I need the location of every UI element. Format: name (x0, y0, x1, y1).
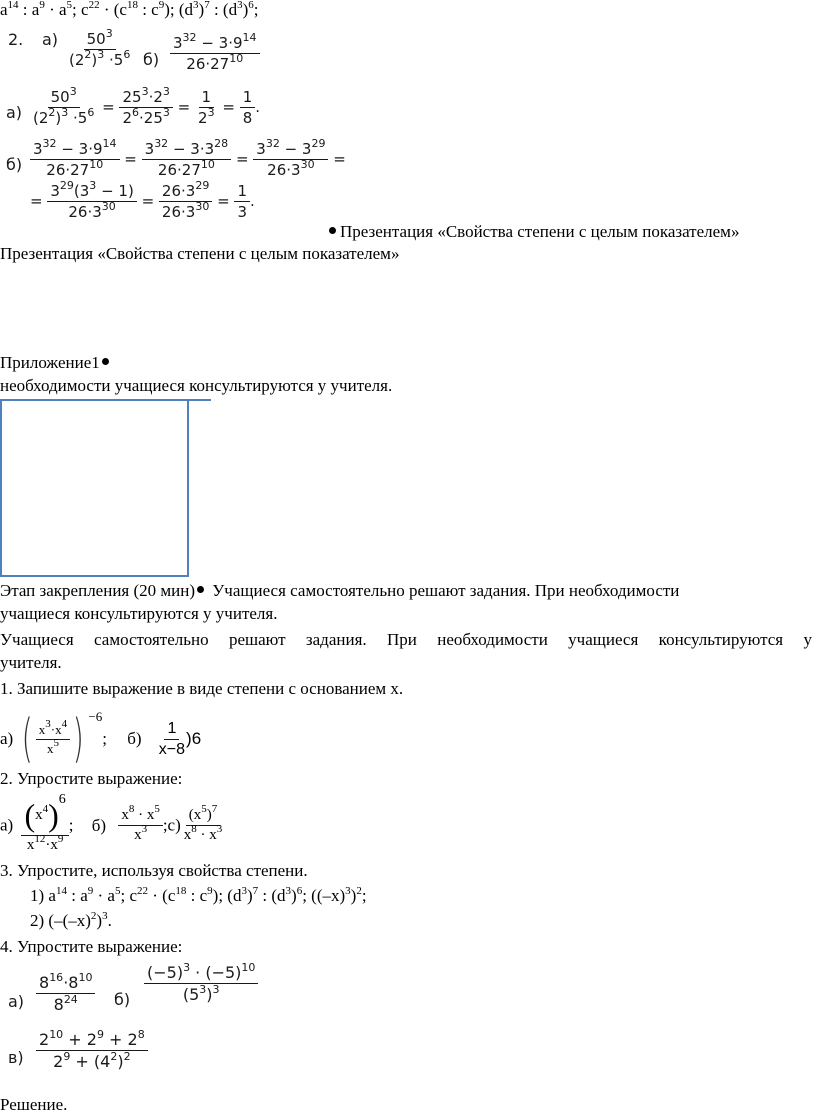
consult-line: необходимости учащиеся консультируются у учителя. (0, 376, 393, 395)
bullet-icon (102, 358, 109, 365)
task-2-formulas: а) $\frac{(x^4)^6}{x^{12}\cdot x^9}$ ; б) $\frac{x^8 \cdot x^5}{x^3}$ ;c) $\frac{(x^5)^7}{x^8 \cdot x^3}$ (0, 791, 223, 853)
solution-heading: Решение. (0, 1095, 68, 1114)
task-1-formulas: а) ( $\frac{x^3\cdot x^4}{x^5}$ ) $^{-6}$; б) $\frac{1}{x-8}$ )6 (0, 708, 202, 769)
solution-a: $\frac{50^3}{(2^2)^3 \cdot 5^6}$ = $\frac{25^3\cdot 2^3}{2^6\cdot 25^3}$ = $\frac{1}{2^3}$ = $\frac{1}{8}$ . (33, 85, 261, 127)
part-a-label: а) (42, 30, 59, 49)
task-number: 2. (8, 30, 24, 49)
presentation-line: Презентация «Свойства степени с целым показателем» (0, 244, 400, 263)
task-b-fraction: $\frac{3^{32} - 3\cdot 9^{14}}{26\cdot 27^{10}}$ (170, 34, 260, 73)
task-4-b-label: б) (114, 990, 131, 1009)
task-4-heading: 4. Упростите выражение: (0, 937, 183, 956)
solution-b-row2: = $\frac{3^{29}(3^3 - 1)}{26\cdot 3^{30}}$ = $\frac{26\cdot 3^{29}}{26\cdot 3^{30}}$ = $\frac{1}{3}$ . (30, 179, 255, 221)
task-4-a-label: а) (8, 992, 25, 1011)
expression-line: $a^{14}$ : $a^9 \cdot a^5$; $c^{22} \cdot (c^{18}$ : $c^9$); $(d^3)^7$ : $(d^3)^6$; (0, 0, 259, 19)
solution-b-label: б) (6, 155, 23, 174)
presentation-bullet-line: Презентация «Свойства степени с целым показателем» (327, 222, 739, 242)
paragraph-1: Учащиеся самостоятельно решают задания. При необходимости учащиеся консультируются у (0, 630, 812, 649)
task-4-a-fraction: $\frac{8^{16}\cdot 8^{10}}{8^{24}}$ (36, 973, 95, 1014)
task-4-v-fraction: $\frac{2^{10} + 2^9 + 2^8}{2^9 + (4^2)^2}$ (36, 1030, 148, 1071)
task-4-v-label: в) (8, 1048, 24, 1067)
stage-line-2: учащиеся консультируются у учителя. (0, 604, 278, 623)
bullet-icon (329, 227, 336, 234)
paragraph-1-end: учителя. (0, 653, 62, 672)
empty-frame (0, 399, 211, 577)
part-b-label: б) (143, 50, 160, 69)
task-a-fraction: $\frac{50^3}{(2^2)^3 \cdot 5^6}$ (69, 27, 131, 69)
task-4-b-fraction: $\frac{(-5)^3 \cdot (-5)^{10}}{(5^3)^3}$ (144, 963, 258, 1004)
solution-b-row1: $\frac{3^{32} - 3\cdot 9^{14}}{26\cdot 27^{10}}$ = $\frac{3^{32} - 3\cdot 3^{28}}{26\cdot 27^{10}}$ = $\frac{3^{32} - 3^{29}}{26\cdot 3^{30}}$ = (30, 140, 346, 179)
task-3-line-2: 2) $(-(-x)^2)^3$. (30, 910, 112, 930)
task-1-heading: 1. Запишите выражение в виде степени с основанием х. (0, 679, 404, 698)
bullet-icon (197, 586, 204, 593)
stage-line: Этап закрепления (20 мин) Учащиеся самостоятельно решают задания. При необходимости (0, 581, 680, 600)
appendix-line: Приложение1 (0, 353, 113, 373)
task-2-heading: 2. Упростите выражение: (0, 769, 183, 788)
task-3-heading: 3. Упростите, используя свойства степени. (0, 861, 308, 880)
solution-a-label: а) (6, 103, 23, 122)
task-3-line-1: 1) $a^{14}$ : $a^9 \cdot a^5$; $c^{22} \cdot (c^{18}$ : $c^9$); $(d^3)^7$ : $(d^3)^6$; $((-x)^3)^2$; (30, 885, 367, 905)
